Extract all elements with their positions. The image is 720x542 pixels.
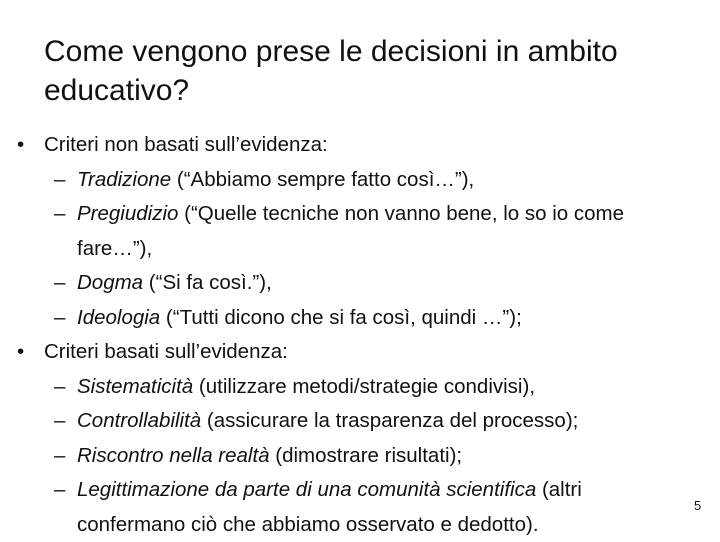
sub-item-desc: (utilizzare metodi/strategie condivisi), (193, 374, 536, 398)
bullet-non-evidence (0, 128, 690, 163)
sub-item-text (77, 439, 685, 474)
sub-item-text (77, 404, 685, 439)
sub-item-desc: (altri confermano ciò che abbiamo osservato e dedotto). (77, 478, 582, 536)
sub-item-text (77, 266, 685, 301)
dash-icon: – (54, 202, 66, 225)
slide-content (0, 128, 690, 542)
sub-item-text (77, 370, 685, 405)
sub-item-text (77, 473, 685, 542)
sub-item-term: Sistematicità (77, 374, 194, 398)
sub-item-desc: (assicurare la trasparenza del processo); (201, 409, 579, 432)
bullet-icon: • (17, 133, 25, 156)
sub-item-desc: (“Quelle tecniche non vanno bene, lo so io come fare…”), (77, 202, 624, 260)
sub-item-term: Pregiudizio (77, 202, 179, 225)
sub-item-term: Tradizione (77, 167, 172, 191)
bullet-icon: • (17, 340, 25, 363)
dash-icon: – (54, 443, 66, 467)
sub-item-desc: (“Si fa così.”), (143, 271, 272, 294)
dash-icon: – (54, 271, 66, 294)
page-number: 5 (694, 498, 702, 513)
sub-item-sistematicita (0, 370, 685, 405)
sub-item-term: Ideologia (77, 305, 161, 329)
dash-icon: – (54, 167, 66, 191)
sub-item-term: Legittimazione da parte di una comunità scientifica (77, 478, 537, 501)
sub-item-text (77, 301, 685, 336)
sub-item-desc: (“Abbiamo sempre fatto così…”), (171, 167, 475, 191)
bullet-heading: Criteri basati sull’evidenza: (44, 340, 288, 363)
dash-icon: – (54, 305, 66, 329)
sub-item-term: Controllabilità (77, 409, 202, 432)
dash-icon: – (54, 478, 66, 501)
sub-item-tradizione (0, 163, 685, 198)
dash-icon: – (54, 409, 66, 432)
sub-item-controllabilita (0, 404, 685, 439)
bullet-heading: Criteri non basati sull’evidenza: (44, 133, 328, 156)
sub-item-ideologia (0, 301, 685, 336)
sub-item-pregiudizio (0, 197, 685, 266)
sub-item-term: Dogma (77, 271, 144, 294)
slide-title: Come vengono prese le decisioni in ambito educativo? (44, 35, 618, 107)
sub-item-text (77, 163, 685, 198)
sub-item-term: Riscontro nella realtà (77, 443, 270, 467)
sub-item-legittimazione (0, 473, 685, 542)
dash-icon: – (54, 374, 66, 398)
sub-item-desc: (dimostrare risultati); (269, 443, 463, 467)
sub-item-dogma (0, 266, 685, 301)
sub-item-desc: (“Tutti dicono che si fa così, quindi …”); (160, 305, 522, 329)
sub-item-riscontro (0, 439, 685, 474)
sub-item-text (77, 197, 685, 266)
bullet-evidence (0, 335, 690, 370)
